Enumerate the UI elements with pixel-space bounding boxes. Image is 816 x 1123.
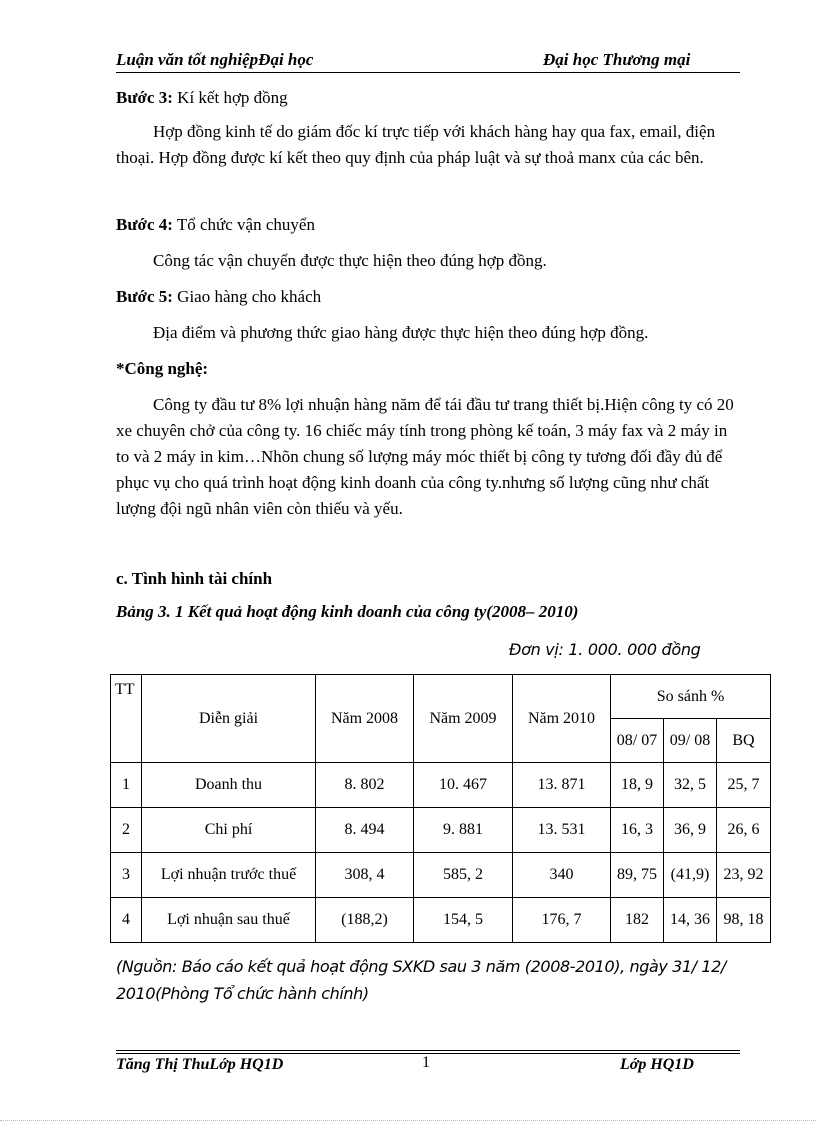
cell-c3: 26, 6 [717, 808, 771, 853]
cell-c3: 98, 18 [717, 898, 771, 943]
header-c2: 09/ 08 [664, 719, 717, 763]
cell-c3: 25, 7 [717, 763, 771, 808]
step4-body: Công tác vận chuyển được thực hiện theo đúng hợp đồng. [153, 251, 547, 270]
results-table [110, 674, 771, 943]
cell-2008: 308, 4 [316, 853, 414, 898]
cell-c2: 32, 5 [664, 763, 717, 808]
table-row [111, 853, 771, 898]
page-header [116, 50, 740, 73]
technology-body: Công ty đầu tư 8% lợi nhuận hàng năm để tái đầu tư trang thiết bị.Hiện công ty có 20 xe chuyên chở của công ty. 16 chiếc máy tính trong phòng kế toán, 3 máy fax và 2 máy in to và 2 máy in kim…Nhõn chung số lượng máy móc thiết bị công ty tương đối đầy đủ để phục vụ cho quá trình hoạt động kinh doanh của công ty.nhưng số lượng cũng như chất lượng đội ngũ nhân viên còn thiếu và yếu. [116, 395, 734, 518]
header-c3: BQ [717, 719, 771, 763]
step4-heading [116, 212, 740, 238]
cell-2008: 8. 802 [316, 763, 414, 808]
cell-2010: 13. 871 [513, 763, 611, 808]
cell-desc: Lợi nhuận trước thuế [142, 853, 316, 898]
technology-heading: *Công nghệ: [116, 359, 209, 378]
cell-2009: 9. 881 [414, 808, 513, 853]
cell-c1: 89, 75 [611, 853, 664, 898]
cell-2010: 340 [513, 853, 611, 898]
cell-2009: 10. 467 [414, 763, 513, 808]
cell-2008: (188,2) [316, 898, 414, 943]
page-edge-divider [0, 1120, 816, 1121]
step5-label: Bước 5: [116, 287, 173, 306]
cell-desc: Chi phí [142, 808, 316, 853]
step5-text: Giao hàng cho khách [172, 287, 322, 306]
step4-label: Bước 4: [116, 215, 173, 234]
step3-body: Hợp đồng kinh tế do giám đốc kí trực tiếp với khách hàng hay qua fax, email, điện thoại. Hợp đồng được kí kết theo quy định của pháp luật và sự thoả manx của các bên. [116, 122, 716, 167]
header-2008: Năm 2008 [316, 675, 414, 763]
cell-tt: 2 [111, 808, 142, 853]
table-header-row [111, 675, 771, 719]
cell-c2: 14, 36 [664, 898, 717, 943]
cell-c1: 16, 3 [611, 808, 664, 853]
step5-heading [116, 284, 740, 310]
cell-2008: 8. 494 [316, 808, 414, 853]
header-compare: So sánh % [611, 675, 771, 719]
step3-heading [116, 85, 740, 111]
table-row [111, 808, 771, 853]
header-left: Luận văn tốt nghiệpĐại học [116, 50, 314, 69]
table-row [111, 898, 771, 943]
step3-label: Bước 3: [116, 88, 173, 107]
cell-tt: 4 [111, 898, 142, 943]
header-2009: Năm 2009 [414, 675, 513, 763]
footer-right: Lớp HQ1D [620, 1056, 694, 1073]
step4-text: Tổ chức vận chuyển [172, 215, 315, 234]
cell-tt: 3 [111, 853, 142, 898]
cell-2009: 585, 2 [414, 853, 513, 898]
header-c1: 08/ 07 [611, 719, 664, 763]
header-right: Đại học Thương mại [543, 50, 691, 69]
finance-heading: c. Tình hình tài chính [116, 569, 273, 588]
step5-body: Địa điểm và phương thức giao hàng được thực hiện theo đúng hợp đồng. [153, 323, 649, 342]
footer-left: Tăng Thị ThuLớp HQ1D [116, 1056, 284, 1073]
table-caption: Bảng 3. 1 Kết quả hoạt động kinh doanh của công ty(2008– 2010) [116, 602, 579, 621]
cell-2010: 13. 531 [513, 808, 611, 853]
cell-desc: Lợi nhuận sau thuế [142, 898, 316, 943]
footer-rule-top [116, 1050, 740, 1051]
table-unit: Đơn vị: 1. 000. 000 đồng [509, 640, 701, 659]
cell-2010: 176, 7 [513, 898, 611, 943]
cell-c1: 182 [611, 898, 664, 943]
step3-text: Kí kết hợp đồng [172, 88, 288, 107]
cell-desc: Doanh thu [142, 763, 316, 808]
cell-2009: 154, 5 [414, 898, 513, 943]
page-number: 1 [422, 1054, 430, 1071]
table-row [111, 763, 771, 808]
header-tt: TT [111, 675, 142, 763]
cell-tt: 1 [111, 763, 142, 808]
cell-c3: 23, 92 [717, 853, 771, 898]
table-source-note: (Nguồn: Báo cáo kết quả hoạt động SXKD sau 3 năm (2008-2010), ngày 31/ 12/ 2010(Phòng Tổ chức hành chính) [116, 957, 726, 1003]
cell-c1: 18, 9 [611, 763, 664, 808]
header-desc: Diễn giải [142, 675, 316, 763]
cell-c2: 36, 9 [664, 808, 717, 853]
header-2010: Năm 2010 [513, 675, 611, 763]
cell-c2: (41,9) [664, 853, 717, 898]
